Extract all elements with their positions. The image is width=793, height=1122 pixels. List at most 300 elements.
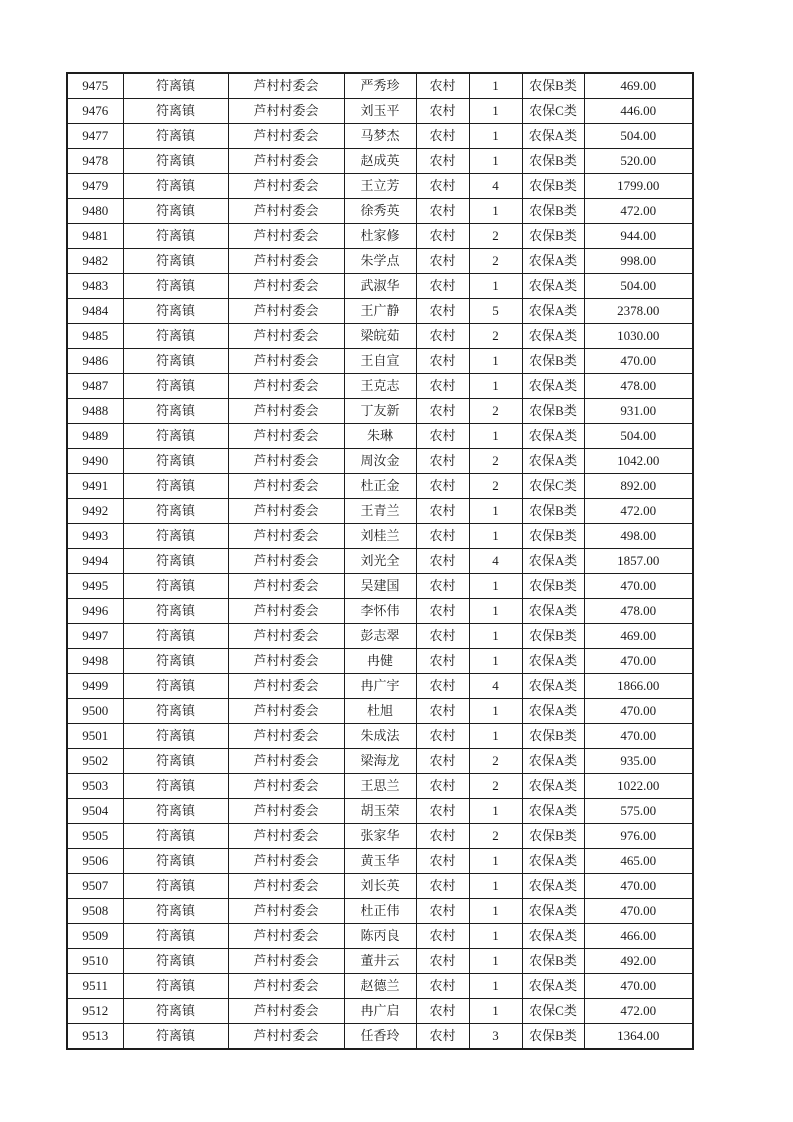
cell-serial: 9497: [67, 624, 123, 649]
cell-residence: 农村: [416, 424, 469, 449]
cell-count: 1: [469, 724, 522, 749]
cell-residence: 农村: [416, 724, 469, 749]
table-row: [67, 399, 693, 424]
cell-village: 芦村村委会: [228, 249, 344, 274]
cell-name: 杜家修: [344, 224, 416, 249]
table-row: [67, 574, 693, 599]
cell-count: 2: [469, 399, 522, 424]
cell-name: 冉广启: [344, 999, 416, 1024]
cell-amount: 1030.00: [584, 324, 693, 349]
cell-serial: 9504: [67, 799, 123, 824]
cell-count: 1: [469, 99, 522, 124]
cell-serial: 9476: [67, 99, 123, 124]
cell-count: 1: [469, 799, 522, 824]
cell-serial: 9487: [67, 374, 123, 399]
cell-village: 芦村村委会: [228, 949, 344, 974]
cell-serial: 9492: [67, 499, 123, 524]
table-row: [67, 224, 693, 249]
table-body: [67, 73, 693, 1049]
cell-village: 芦村村委会: [228, 124, 344, 149]
cell-amount: 472.00: [584, 199, 693, 224]
cell-insurance: 农保B类: [522, 399, 584, 424]
cell-count: 2: [469, 824, 522, 849]
cell-village: 芦村村委会: [228, 699, 344, 724]
cell-count: 1: [469, 524, 522, 549]
cell-serial: 9486: [67, 349, 123, 374]
cell-town: 符离镇: [123, 874, 228, 899]
cell-serial: 9500: [67, 699, 123, 724]
cell-amount: 469.00: [584, 73, 693, 99]
cell-residence: 农村: [416, 874, 469, 899]
cell-town: 符离镇: [123, 974, 228, 999]
cell-name: 任香玲: [344, 1024, 416, 1050]
cell-name: 董井云: [344, 949, 416, 974]
cell-name: 彭志翠: [344, 624, 416, 649]
cell-residence: 农村: [416, 849, 469, 874]
cell-serial: 9491: [67, 474, 123, 499]
cell-serial: 9493: [67, 524, 123, 549]
cell-residence: 农村: [416, 299, 469, 324]
cell-amount: 504.00: [584, 274, 693, 299]
table-row: [67, 699, 693, 724]
cell-amount: 575.00: [584, 799, 693, 824]
table-row: [67, 674, 693, 699]
cell-residence: 农村: [416, 649, 469, 674]
cell-name: 朱成法: [344, 724, 416, 749]
cell-town: 符离镇: [123, 499, 228, 524]
cell-count: 1: [469, 699, 522, 724]
cell-amount: 892.00: [584, 474, 693, 499]
cell-count: 1: [469, 649, 522, 674]
cell-town: 符离镇: [123, 249, 228, 274]
cell-serial: 9499: [67, 674, 123, 699]
cell-town: 符离镇: [123, 474, 228, 499]
cell-serial: 9503: [67, 774, 123, 799]
cell-count: 2: [469, 224, 522, 249]
cell-town: 符离镇: [123, 299, 228, 324]
cell-serial: 9488: [67, 399, 123, 424]
cell-residence: 农村: [416, 374, 469, 399]
cell-amount: 492.00: [584, 949, 693, 974]
cell-town: 符离镇: [123, 124, 228, 149]
cell-insurance: 农保A类: [522, 374, 584, 399]
cell-insurance: 农保A类: [522, 674, 584, 699]
table-row: [67, 299, 693, 324]
cell-insurance: 农保A类: [522, 299, 584, 324]
cell-village: 芦村村委会: [228, 674, 344, 699]
cell-serial: 9513: [67, 1024, 123, 1050]
cell-amount: 446.00: [584, 99, 693, 124]
table-row: [67, 174, 693, 199]
table-row: [67, 549, 693, 574]
cell-town: 符离镇: [123, 774, 228, 799]
cell-village: 芦村村委会: [228, 824, 344, 849]
cell-village: 芦村村委会: [228, 799, 344, 824]
cell-residence: 农村: [416, 124, 469, 149]
cell-count: 4: [469, 549, 522, 574]
cell-name: 赵成英: [344, 149, 416, 174]
cell-village: 芦村村委会: [228, 299, 344, 324]
cell-town: 符离镇: [123, 274, 228, 299]
cell-insurance: 农保B类: [522, 199, 584, 224]
cell-residence: 农村: [416, 524, 469, 549]
cell-count: 1: [469, 974, 522, 999]
cell-serial: 9502: [67, 749, 123, 774]
cell-village: 芦村村委会: [228, 149, 344, 174]
cell-name: 武淑华: [344, 274, 416, 299]
cell-town: 符离镇: [123, 224, 228, 249]
table-row: [67, 849, 693, 874]
cell-insurance: 农保B类: [522, 149, 584, 174]
cell-residence: 农村: [416, 349, 469, 374]
table-row: [67, 349, 693, 374]
cell-insurance: 农保C类: [522, 474, 584, 499]
cell-name: 刘光全: [344, 549, 416, 574]
cell-name: 杜正金: [344, 474, 416, 499]
cell-serial: 9506: [67, 849, 123, 874]
cell-count: 1: [469, 124, 522, 149]
table-row: [67, 524, 693, 549]
cell-insurance: 农保B类: [522, 949, 584, 974]
cell-name: 刘玉平: [344, 99, 416, 124]
cell-count: 2: [469, 324, 522, 349]
cell-name: 张家华: [344, 824, 416, 849]
cell-count: 1: [469, 999, 522, 1024]
cell-serial: 9485: [67, 324, 123, 349]
cell-village: 芦村村委会: [228, 774, 344, 799]
cell-residence: 农村: [416, 399, 469, 424]
cell-insurance: 农保A类: [522, 899, 584, 924]
cell-village: 芦村村委会: [228, 474, 344, 499]
cell-count: 1: [469, 499, 522, 524]
cell-amount: 478.00: [584, 374, 693, 399]
cell-amount: 498.00: [584, 524, 693, 549]
cell-amount: 504.00: [584, 124, 693, 149]
cell-serial: 9498: [67, 649, 123, 674]
cell-insurance: 农保A类: [522, 549, 584, 574]
cell-town: 符离镇: [123, 949, 228, 974]
cell-amount: 1799.00: [584, 174, 693, 199]
cell-serial: 9507: [67, 874, 123, 899]
cell-town: 符离镇: [123, 999, 228, 1024]
table-row: [67, 324, 693, 349]
benefit-roster-table: [66, 72, 694, 1050]
table-row: [67, 624, 693, 649]
cell-serial: 9495: [67, 574, 123, 599]
cell-count: 1: [469, 424, 522, 449]
cell-amount: 470.00: [584, 974, 693, 999]
cell-insurance: 农保A类: [522, 699, 584, 724]
cell-residence: 农村: [416, 799, 469, 824]
cell-town: 符离镇: [123, 99, 228, 124]
cell-serial: 9511: [67, 974, 123, 999]
cell-residence: 农村: [416, 599, 469, 624]
cell-amount: 469.00: [584, 624, 693, 649]
cell-insurance: 农保A类: [522, 424, 584, 449]
cell-amount: 470.00: [584, 349, 693, 374]
table-row: [67, 724, 693, 749]
cell-village: 芦村村委会: [228, 999, 344, 1024]
cell-village: 芦村村委会: [228, 924, 344, 949]
table-row: [67, 649, 693, 674]
cell-count: 1: [469, 199, 522, 224]
cell-serial: 9509: [67, 924, 123, 949]
cell-count: 2: [469, 749, 522, 774]
cell-village: 芦村村委会: [228, 524, 344, 549]
cell-count: 1: [469, 574, 522, 599]
cell-serial: 9494: [67, 549, 123, 574]
cell-insurance: 农保B类: [522, 524, 584, 549]
cell-residence: 农村: [416, 99, 469, 124]
cell-town: 符离镇: [123, 749, 228, 774]
cell-amount: 931.00: [584, 399, 693, 424]
cell-serial: 9483: [67, 274, 123, 299]
cell-amount: 472.00: [584, 499, 693, 524]
cell-name: 李怀伟: [344, 599, 416, 624]
cell-town: 符离镇: [123, 674, 228, 699]
cell-town: 符离镇: [123, 374, 228, 399]
cell-residence: 农村: [416, 224, 469, 249]
cell-amount: 1857.00: [584, 549, 693, 574]
cell-insurance: 农保A类: [522, 249, 584, 274]
cell-insurance: 农保A类: [522, 774, 584, 799]
cell-serial: 9496: [67, 599, 123, 624]
cell-town: 符离镇: [123, 649, 228, 674]
cell-name: 胡玉荣: [344, 799, 416, 824]
cell-amount: 976.00: [584, 824, 693, 849]
table-row: [67, 149, 693, 174]
cell-count: 5: [469, 299, 522, 324]
cell-residence: 农村: [416, 899, 469, 924]
cell-amount: 1866.00: [584, 674, 693, 699]
cell-name: 马梦杰: [344, 124, 416, 149]
cell-village: 芦村村委会: [228, 649, 344, 674]
cell-count: 1: [469, 899, 522, 924]
cell-village: 芦村村委会: [228, 624, 344, 649]
cell-serial: 9508: [67, 899, 123, 924]
cell-count: 1: [469, 924, 522, 949]
cell-insurance: 农保A类: [522, 849, 584, 874]
cell-residence: 农村: [416, 949, 469, 974]
cell-town: 符离镇: [123, 524, 228, 549]
cell-insurance: 农保B类: [522, 224, 584, 249]
cell-amount: 470.00: [584, 724, 693, 749]
table-row: [67, 73, 693, 99]
cell-serial: 9477: [67, 124, 123, 149]
cell-village: 芦村村委会: [228, 1024, 344, 1050]
cell-name: 冉广宇: [344, 674, 416, 699]
cell-serial: 9475: [67, 73, 123, 99]
cell-residence: 农村: [416, 249, 469, 274]
cell-amount: 470.00: [584, 899, 693, 924]
cell-village: 芦村村委会: [228, 174, 344, 199]
cell-amount: 472.00: [584, 999, 693, 1024]
cell-insurance: 农保B类: [522, 824, 584, 849]
cell-residence: 农村: [416, 699, 469, 724]
cell-town: 符离镇: [123, 449, 228, 474]
cell-village: 芦村村委会: [228, 749, 344, 774]
cell-name: 梁皖茹: [344, 324, 416, 349]
cell-village: 芦村村委会: [228, 599, 344, 624]
cell-town: 符离镇: [123, 1024, 228, 1050]
cell-insurance: 农保B类: [522, 499, 584, 524]
cell-village: 芦村村委会: [228, 974, 344, 999]
cell-count: 1: [469, 624, 522, 649]
cell-count: 1: [469, 73, 522, 99]
table-row: [67, 824, 693, 849]
cell-count: 1: [469, 874, 522, 899]
cell-name: 徐秀英: [344, 199, 416, 224]
cell-count: 1: [469, 849, 522, 874]
cell-name: 王青兰: [344, 499, 416, 524]
cell-insurance: 农保A类: [522, 924, 584, 949]
cell-residence: 农村: [416, 474, 469, 499]
cell-insurance: 农保B类: [522, 174, 584, 199]
cell-name: 周汝金: [344, 449, 416, 474]
cell-residence: 农村: [416, 499, 469, 524]
cell-residence: 农村: [416, 999, 469, 1024]
cell-name: 赵德兰: [344, 974, 416, 999]
table-row: [67, 599, 693, 624]
cell-count: 1: [469, 274, 522, 299]
cell-name: 王自宣: [344, 349, 416, 374]
cell-name: 杜正伟: [344, 899, 416, 924]
cell-count: 3: [469, 1024, 522, 1050]
cell-serial: 9510: [67, 949, 123, 974]
cell-village: 芦村村委会: [228, 449, 344, 474]
cell-insurance: 农保B类: [522, 724, 584, 749]
cell-name: 吴建国: [344, 574, 416, 599]
cell-residence: 农村: [416, 749, 469, 774]
cell-town: 符离镇: [123, 724, 228, 749]
cell-insurance: 农保A类: [522, 599, 584, 624]
cell-amount: 470.00: [584, 649, 693, 674]
cell-count: 1: [469, 149, 522, 174]
cell-count: 4: [469, 174, 522, 199]
cell-serial: 9478: [67, 149, 123, 174]
cell-serial: 9490: [67, 449, 123, 474]
cell-name: 陈丙良: [344, 924, 416, 949]
cell-residence: 农村: [416, 624, 469, 649]
cell-serial: 9484: [67, 299, 123, 324]
cell-amount: 2378.00: [584, 299, 693, 324]
cell-insurance: 农保C类: [522, 99, 584, 124]
cell-serial: 9480: [67, 199, 123, 224]
cell-town: 符离镇: [123, 149, 228, 174]
cell-count: 2: [469, 249, 522, 274]
cell-insurance: 农保A类: [522, 649, 584, 674]
cell-insurance: 农保C类: [522, 999, 584, 1024]
cell-amount: 520.00: [584, 149, 693, 174]
cell-amount: 470.00: [584, 574, 693, 599]
cell-amount: 944.00: [584, 224, 693, 249]
cell-amount: 1042.00: [584, 449, 693, 474]
cell-insurance: 农保A类: [522, 749, 584, 774]
cell-village: 芦村村委会: [228, 224, 344, 249]
cell-village: 芦村村委会: [228, 399, 344, 424]
cell-count: 1: [469, 949, 522, 974]
cell-amount: 466.00: [584, 924, 693, 949]
cell-village: 芦村村委会: [228, 274, 344, 299]
cell-serial: 9501: [67, 724, 123, 749]
cell-town: 符离镇: [123, 924, 228, 949]
cell-village: 芦村村委会: [228, 549, 344, 574]
cell-insurance: 农保A类: [522, 799, 584, 824]
cell-amount: 504.00: [584, 424, 693, 449]
table-row: [67, 874, 693, 899]
table-row: [67, 1024, 693, 1050]
cell-town: 符离镇: [123, 624, 228, 649]
cell-serial: 9481: [67, 224, 123, 249]
table-row: [67, 774, 693, 799]
cell-town: 符离镇: [123, 849, 228, 874]
cell-residence: 农村: [416, 924, 469, 949]
table-row: [67, 974, 693, 999]
cell-town: 符离镇: [123, 324, 228, 349]
cell-village: 芦村村委会: [228, 424, 344, 449]
cell-amount: 465.00: [584, 849, 693, 874]
cell-serial: 9489: [67, 424, 123, 449]
cell-residence: 农村: [416, 974, 469, 999]
cell-village: 芦村村委会: [228, 374, 344, 399]
cell-serial: 9479: [67, 174, 123, 199]
cell-residence: 农村: [416, 1024, 469, 1050]
cell-count: 2: [469, 474, 522, 499]
cell-town: 符离镇: [123, 399, 228, 424]
cell-village: 芦村村委会: [228, 99, 344, 124]
cell-insurance: 农保A类: [522, 274, 584, 299]
cell-town: 符离镇: [123, 199, 228, 224]
table-row: [67, 274, 693, 299]
cell-insurance: 农保B类: [522, 1024, 584, 1050]
table-row: [67, 799, 693, 824]
cell-name: 梁海龙: [344, 749, 416, 774]
cell-town: 符离镇: [123, 574, 228, 599]
cell-village: 芦村村委会: [228, 574, 344, 599]
cell-amount: 1022.00: [584, 774, 693, 799]
cell-insurance: 农保A类: [522, 974, 584, 999]
cell-residence: 农村: [416, 674, 469, 699]
cell-town: 符离镇: [123, 824, 228, 849]
cell-town: 符离镇: [123, 349, 228, 374]
cell-town: 符离镇: [123, 73, 228, 99]
table-row: [67, 424, 693, 449]
cell-residence: 农村: [416, 174, 469, 199]
cell-residence: 农村: [416, 149, 469, 174]
cell-amount: 470.00: [584, 699, 693, 724]
cell-residence: 农村: [416, 574, 469, 599]
cell-residence: 农村: [416, 324, 469, 349]
cell-name: 丁友新: [344, 399, 416, 424]
cell-serial: 9482: [67, 249, 123, 274]
table-row: [67, 749, 693, 774]
cell-name: 杜旭: [344, 699, 416, 724]
cell-village: 芦村村委会: [228, 724, 344, 749]
cell-town: 符离镇: [123, 549, 228, 574]
cell-name: 王思兰: [344, 774, 416, 799]
cell-insurance: 农保A类: [522, 324, 584, 349]
cell-village: 芦村村委会: [228, 324, 344, 349]
cell-village: 芦村村委会: [228, 874, 344, 899]
cell-serial: 9512: [67, 999, 123, 1024]
cell-name: 朱琳: [344, 424, 416, 449]
cell-residence: 农村: [416, 549, 469, 574]
table-row: [67, 999, 693, 1024]
cell-name: 王广静: [344, 299, 416, 324]
cell-amount: 478.00: [584, 599, 693, 624]
table-row: [67, 99, 693, 124]
cell-town: 符离镇: [123, 599, 228, 624]
